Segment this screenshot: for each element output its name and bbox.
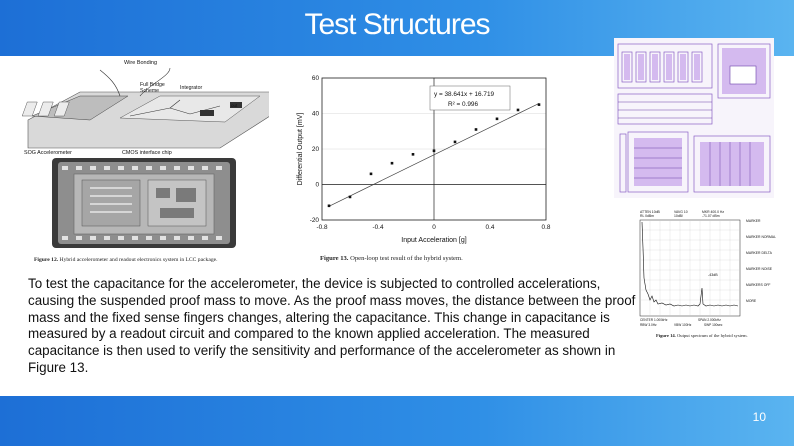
figure-layout xyxy=(614,38,774,198)
spectrum-span: SPAN 2.000kHz xyxy=(698,318,721,322)
label-wire-bonding: Wire Bonding xyxy=(124,60,158,66)
spectrum-side-label: MARKERS OFF xyxy=(746,283,771,287)
footer-bar xyxy=(0,396,794,446)
chart-ytick-label: 40 xyxy=(311,110,319,118)
spectrum-side-menu xyxy=(746,219,776,303)
caption-14-text: Output spectrum of the hybrid system. xyxy=(676,333,748,338)
label-scheme: Scheme xyxy=(140,88,160,94)
chart-point xyxy=(475,128,478,131)
figure-13-caption xyxy=(320,255,463,262)
chip-layout-image xyxy=(614,38,774,198)
spectrum-rbw: RBW 3.0Hz xyxy=(640,323,657,327)
chart-xtick-label: -0.8 xyxy=(316,224,328,231)
chart-xtick-label: 0 xyxy=(432,224,436,231)
chart-xtick-label: 0.4 xyxy=(485,224,495,231)
caption-14-prefix: Figure 14. xyxy=(656,333,676,338)
chart-point xyxy=(538,103,541,106)
spectrum-side-label: MORE xyxy=(746,299,757,303)
package-illustration xyxy=(20,56,269,256)
chart-xticks xyxy=(316,224,550,231)
spectrum-mkr: MKR 400.0 Hz xyxy=(702,210,725,214)
label-sog-accelerometer: SOG Accelerometer xyxy=(24,150,72,156)
chart-ytick-label: 0 xyxy=(315,181,319,189)
label-full-bridge: Full Bridge xyxy=(140,82,165,88)
spectrum-side-label: MARKER xyxy=(746,219,761,223)
spectrum-ref: 10dB/ xyxy=(674,214,683,218)
figure-chart xyxy=(290,68,555,250)
figure-package xyxy=(20,56,269,256)
label-cmos-chip: CMOS interface chip xyxy=(122,150,172,156)
chart-r-squared: R² = 0.996 xyxy=(448,101,479,108)
spectrum-swp: SWP 100sec xyxy=(704,323,723,327)
label-integrator: Integrator xyxy=(180,85,203,91)
chart-equation: y = 38.641x + 16.719 xyxy=(434,91,495,98)
chart-xtick-label: 0.8 xyxy=(541,224,551,231)
caption-12-prefix: Figure 12. xyxy=(34,257,59,263)
chart-point xyxy=(328,205,331,208)
spectrum-center: CENTER 1.000kHz xyxy=(640,318,668,322)
chart-point xyxy=(454,141,457,144)
chart-xtick-label: -0.4 xyxy=(372,224,384,231)
spectrum-side-label: MARKER NOISE xyxy=(746,267,772,271)
spectrum-side-label: MARKER DELTA xyxy=(746,251,772,255)
spectrum-vbw: VBW 100Hz xyxy=(674,323,692,327)
spectrum-mkr-value: -71.07 dBm xyxy=(702,214,720,218)
slide-title: Test Structures xyxy=(304,8,490,41)
chart-xlabel: Input Acceleration [g] xyxy=(401,237,467,244)
spectrum-vavg: VAVG 10 xyxy=(674,210,688,214)
caption-12-text: Hybrid accelerometer and readout electronics system in LCC package. xyxy=(59,257,218,263)
spectrum-peak-note: -43dB xyxy=(708,273,718,277)
chart-yticks xyxy=(310,75,320,224)
figure-12-caption xyxy=(34,257,218,263)
chart-point xyxy=(370,173,373,176)
body-paragraph: To test the capacitance for the accelerometer, the device is subjected to controlled accelerations, causing the suspended proof mass to move. As the proof mass moves, the distance between the proof mass and the fixed sense fingers changes, altering the capacitance. This change in capacitance is measured by a readout circuit and compared to the known applied acceleration. The measured capacitance is then used to verify the sensitivity and performance of the accelerometer as shown in Figure 13. xyxy=(28,276,636,375)
chart-ylabel: Differential Output [mV] xyxy=(297,112,304,186)
chart-ytick-label: 60 xyxy=(311,75,319,82)
label-out: out xyxy=(231,103,238,108)
figure-14-caption xyxy=(656,333,748,338)
caption-13-prefix: Figure 13. xyxy=(320,255,349,262)
figure-spectrum xyxy=(638,208,788,328)
chart-point xyxy=(391,162,394,165)
caption-13-text: Open-loop test result of the hybrid system. xyxy=(350,255,463,262)
chart-ytick-label: 20 xyxy=(311,146,319,153)
spectrum-rl: RL 0dBm xyxy=(640,214,655,218)
chart-point xyxy=(412,153,415,156)
chart-point xyxy=(496,118,499,121)
spectrum-plot xyxy=(638,208,788,328)
chart-point xyxy=(433,149,436,152)
chart-ytick-label: -20 xyxy=(309,217,319,224)
chart-point xyxy=(517,109,520,112)
spectrum-atten: ATTEN 10dB xyxy=(640,210,660,214)
spectrum-side-label: MARKER NORMAL xyxy=(746,235,776,239)
open-loop-chart xyxy=(290,68,555,250)
chart-point xyxy=(349,196,352,199)
page-number: 10 xyxy=(752,410,766,424)
